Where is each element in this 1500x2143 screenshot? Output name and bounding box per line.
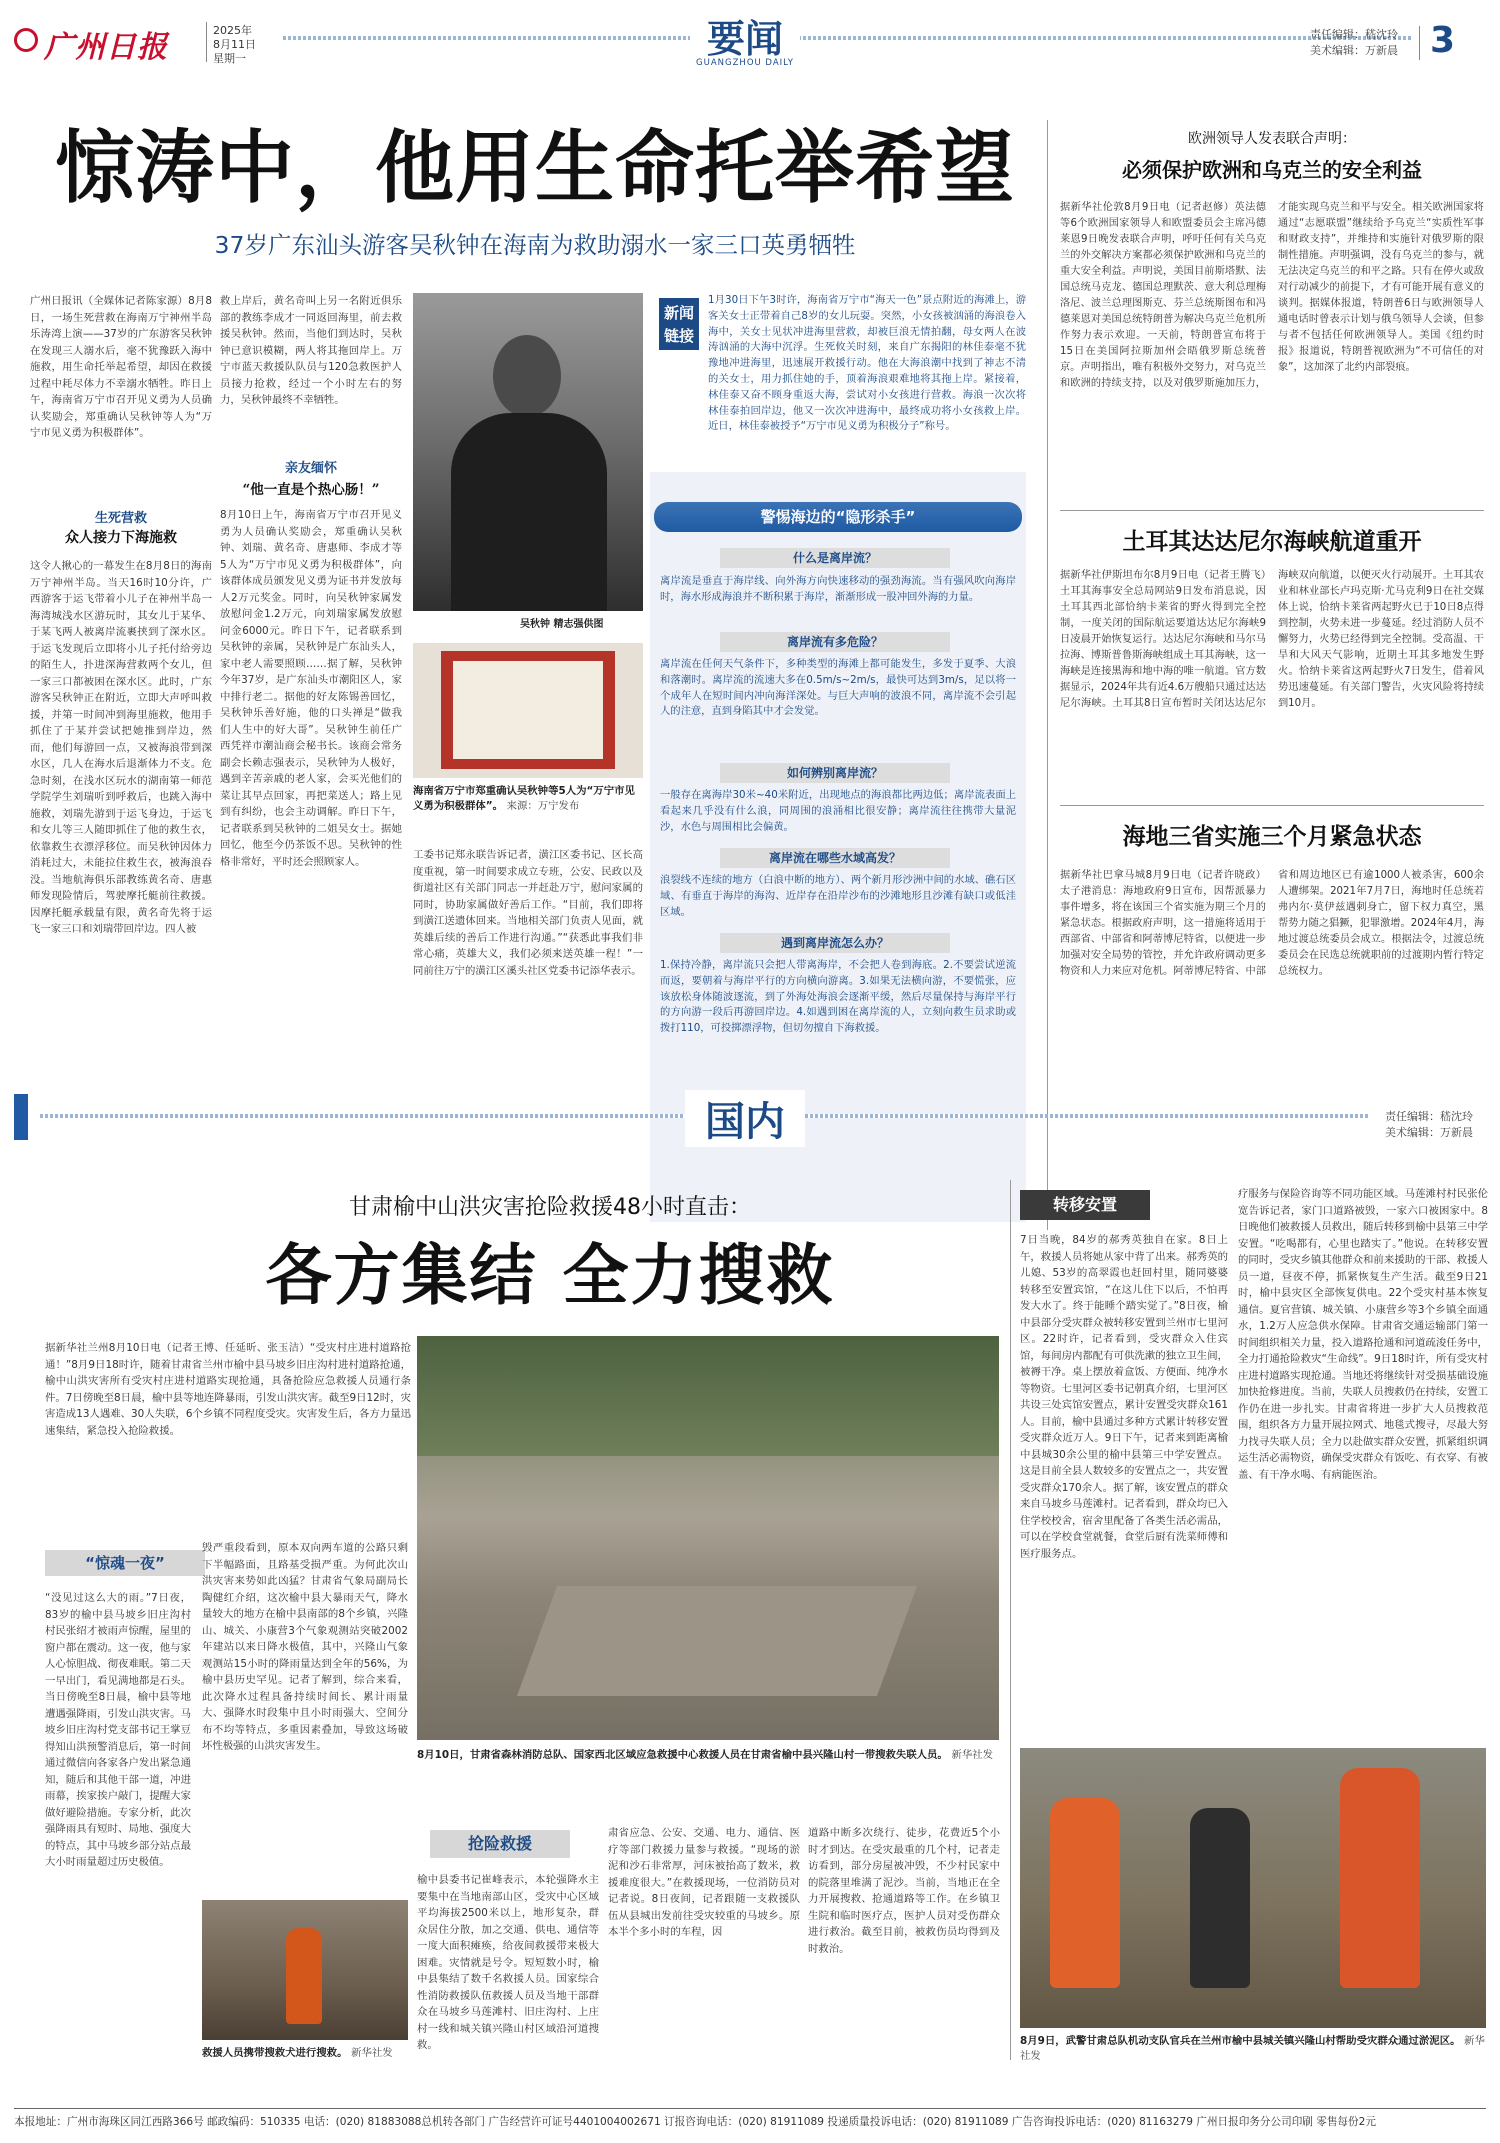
national-col5: 道路中断多次绕行、徒步，花费近5个小时才到达。在受灾最重的几个村，记者走访看到，部分房屋被冲毁，不少村民家中的院落里堆满了泥沙。当前，当地正在全力开展搜救、抢通道路等工作。在乡镇卫生院和临时医疗点，医护人员对受伤群众进行救治。截至目前，被救伤员均得到及时救治。 bbox=[808, 1827, 1000, 1955]
faq-a1: 离岸流是垂直于海岸线、向外海方向快速移动的强劲海流。当有强风吹向海岸时，海水形成海浪并不断积累于海岸，渐渐形成一股冲回外海的力量。 bbox=[660, 575, 1016, 603]
photo-main-caption bbox=[417, 1748, 999, 1763]
tag-panic-night-label: “惊魂一夜” bbox=[85, 1554, 165, 1572]
photo-portrait-body bbox=[451, 413, 607, 611]
photo-rescuer bbox=[286, 1928, 322, 2024]
lead-col3-body: 工委书记郑永联告诉记者，潢江区委书记、区长高度重视，第一时间要求成立专班，公安、民政以及街道社区有关部门同志一并赶赴万宁，慰问家属的同时，协助家属做好善后工作。“目前，我们即将到潢江送遗体回来。当地相关部门负责人见面，就英雄后续的善后工作进行沟通。”“获悉此事我们非常心痛，英雄大义，我们必须来送英雄一程！”一同前往万宁的潢江区溪头社区党委书记添华表示。 bbox=[413, 849, 643, 977]
section-title: 要闻 bbox=[690, 8, 800, 63]
lead-subhead2-a: 亲友缅怀 bbox=[284, 461, 337, 476]
photo-certificate-caption-text: 海南省万宁市郑重确认吴秋钟等5人为“万宁市见义勇为积极群体”。 bbox=[413, 785, 635, 812]
national-headline: 各方集结 全力搜救 bbox=[265, 1236, 835, 1314]
photo-certificate-caption bbox=[413, 784, 643, 814]
right-story1-body: 据新华社伦敦8月9日电（记者赵修）英法德等6个欧洲国家领导人和欧盟委员会主席冯德莱恩9日晚发表联合声明，呼吁任何有关乌克兰的外交解决方案都必须保护欧洲和乌克兰的重大安全利益。声明说，美国目前斯塔默、法国总统马克龙、德国总理默茨、意大利总理梅洛尼、波兰总理图斯克、芬兰总统斯图布和冯德莱恩对美国总统特朗普为解决乌克兰危机所作努力表示欢迎。一天前，特朗普宣布将于15日在美国阿拉斯加州会晤俄罗斯总统普京。声明指出，唯有积极外交努力，对乌克兰和欧洲的持续支持，以及对俄罗斯施加压力，才能实现乌克兰和平与安全。相关欧洲国家将通过“志愿联盟”继续给予乌克兰“实质性军事和财政支持”，并维持和实施针对俄罗斯的限制性措施。声明强调，没有乌克兰的参与，就无法决定乌克兰的和平之路。只有在停火或敌对行动减少的前提下，才有可能开展有意义的谈判。据媒体报道，特朗普6日与欧洲领导人通电话时曾表示计划与俄乌领导人会谈，但参与者不包括任何欧洲领导人。美国《纽约时报》报道说，特朗普视欧洲为“不可信任的对象”，这加深了北约内部裂痕。 bbox=[1060, 202, 1484, 389]
lead-col2-body: 8月10日上午，海南省万宁市召开见义勇为人员确认奖励会，郑重确认吴秋钟、刘瑞、黄名奇、唐惠师、李成才等5人为“万宁市见义勇为积极群体”，向该群体成员颁发见义勇为证书并发放每人2万元奖金。同时，向吴秋钟家属发放慰问金1.2万元，向刘瑞家属发放慰问金6000元。昨日下午，记者联系到吴秋钟的亲属，吴秋钟是广东汕头人，家中老人需要照顾……据了解，吴秋钟今年37岁，是广东汕头市潮阳区人，家中排行老二。据他的好友陈锡善回忆，吴秋钟乐善好施，他的口头禅是“做我们人生中的好大哥”。吴秋钟生前任广西凭祥市潮汕商会秘书长。该商会常务副会长赖志强表示，吴秋钟为人极好，遇到辛苦亲戚的老人家，会买光他们的菜让其早点回家，再把菜送人；路上见到有纠纷，也会主动调解。昨日下午，记者联系到吴秋钟的二姐吴女士。据她回忆，他至今仍茶饭不思。吴秋钟的性格非常好，平时还会照顾家人。 bbox=[220, 509, 402, 868]
photo-rescue-dog-caption bbox=[202, 2046, 408, 2061]
national-editor: 责任编辑：嵇沈玲 bbox=[1385, 1110, 1473, 1123]
right-story1-kicker: 欧洲领导人发表联合声明： bbox=[1188, 131, 1356, 147]
lead-subhead2-b: “他一直是个热心肠！” bbox=[242, 482, 380, 498]
lead-headline: 惊涛中，他用生命托举希望 bbox=[55, 121, 1015, 214]
certificate-paper bbox=[453, 661, 603, 759]
photo-armed-police-caption-text: 8月9日，武警甘肃总队机动支队官兵在兰州市榆中县城关镇兴隆山村帮助受灾群众通过淤泥区。 bbox=[1020, 2035, 1461, 2047]
national-left-block bbox=[14, 1094, 28, 1140]
photo-main-mountain bbox=[417, 1336, 999, 1456]
lead-subhead: 37岁广东汕头游客吴秋钟在海南为救助溺水一家三口英勇牺牲 bbox=[214, 231, 856, 259]
right-rule-2 bbox=[1060, 805, 1484, 806]
photo-armed-police-credit: 新华社发 bbox=[1020, 2035, 1485, 2062]
footer-info: 本报地址：广州市海珠区同江西路366号 邮政编码：510335 电话：(020) 81883088总机转各部门 广告经营许可证号4401004002671 订报咨询电话：(020) 81911089 投递质量投诉电话：(020) 81911089 广告咨询投诉电话：(020) 81163279 广州日报印务分公司印刷 零售每份2元 bbox=[14, 2116, 1376, 2128]
faq-q1: 什么是离岸流？ bbox=[720, 548, 950, 568]
national-col4: 肃省应急、公安、交通、电力、通信、医疗等部门救援力量参与救援。“现场的淤泥和沙石非常厚，河床被抬高了数米，救援难度很大。”在救援现场，一位消防员对记者说。8日夜间，记者跟随一支救援队伍从县城出发前往受灾较重的马坡乡。原本半个多小时的车程，因 bbox=[608, 1827, 800, 1938]
page-number: 3 bbox=[1430, 20, 1456, 61]
photo-main-river bbox=[517, 1586, 917, 1696]
masthead-date-year: 2025年 bbox=[213, 24, 252, 37]
national-section-title: 国内 bbox=[685, 1090, 805, 1147]
right-story2-headline: 土耳其达达尼尔海峡航道重开 bbox=[1122, 529, 1422, 555]
national-intro: 据新华社兰州8月10日电（记者王博、任延昕、张玉洁）“受灾村庄进村道路抢通！”8月9日18时许，随着甘肃省兰州市榆中县马坡乡旧庄沟村进村道路抢通，榆中山洪灾害所有受灾村庄进村道路实现抢通，具备抢险应急救援人员通行条件。7日傍晚至8日晨，榆中县等地连降暴雨，引发山洪灾害。截至9日12时，灾害造成13人遇难、30人失联，6个乡镇不同程度受灾。灾害发生后，各方力量迅速集结，紧急投入抢险救援。 bbox=[45, 1342, 411, 1437]
masthead-weekday: 星期一 bbox=[213, 52, 246, 65]
photo-rescue-dog-credit: 新华社发 bbox=[351, 2047, 393, 2059]
right-story3-body: 据新华社巴拿马城8月9日电（记者许晓政）太子港消息：海地政府9日宣布，因帮派暴力事件增多，将在该国三个省实施为期三个月的紧急状态。根据政府声明，这一措施将适用于西部省、中部省和阿蒂博尼特省，以便进一步加强对安全局势的管控，并允许政府调动更多物资和人力来应对危机。阿蒂博尼特省、中部省和周边地区已有逾1000人被杀害，600余人遭绑架。2021年7月7日，海地时任总统若弗内尔·莫伊兹遇刺身亡，留下权力真空，黑帮势力随之猖獗，犯罪激增。2024年4月，海地过渡总统委员会成立。根据法令，过渡总统委员会在民选总统就职前的过渡期内暂行特定总统权力。 bbox=[1060, 870, 1484, 977]
news-link-text: 1月30日下午3时许，海南省万宁市“海天一色”景点附近的海滩上，游客关女士正带着自己8岁的女儿玩耍。突然，小女孩被汹涌的海浪卷入海中，关女士见状冲进海里营救，却被巨浪无情拍翻，母女两人在波涛汹涌的大海中沉浮。生死攸关时刻，来自广东揭阳的林佳泰毫不犹豫地冲进海里，迅速展开救援行动。他在大海浪潮中找到了神志不清的关女士，用力抓住她的手，顶着海浪艰难地将其拖上岸。紧接着，林佳泰又奋不顾身重返大海，尝试对小女孩进行营救。海浪一次次将林佳泰拍回岸边，他又一次次冲进海中，最终成功将小女孩救上岸。近日，林佳泰被授予“万宁市见义勇为积极分子”称号。 bbox=[708, 294, 1026, 433]
masthead-logo: 广州日报 bbox=[44, 30, 168, 65]
national-column-divider bbox=[1010, 1180, 1011, 2060]
masthead-stripe bbox=[283, 36, 1413, 40]
news-link-tag: 新闻链接 bbox=[659, 298, 699, 350]
photo-armed-police-caption bbox=[1020, 2034, 1486, 2064]
lead-col1-intro: 广州日报讯（全媒体记者陈家源）8月8日，一场生死营救在海南万宁神州半岛乐涛湾上演——37岁的广东游客吴秋钟在发现三人溺水后，毫不犹豫跃入海中施救，用生命托举起希望，却因在救援过程中耗尽体力不幸溺水牺牲。昨日上午，海南省万宁市召开见义勇为人员确认奖励会，郑重确认吴秋钟等人为“万宁市见义勇为积极群体”。 bbox=[30, 295, 212, 439]
faq-q2: 离岸流有多危险？ bbox=[720, 632, 950, 652]
lead-col2-top: 救上岸后，黄名奇叫上另一名附近俱乐部的教练李成才一同返回海里，前去救援吴秋钟。然而，当他们到达时，吴秋钟已意识模糊，两人将其拖回岸上。万宁市蓝天救援队队员与120急救医护人员接力抢救，经过一个小时左右的努力，吴秋钟最终不幸牺牲。 bbox=[220, 295, 402, 406]
photo-portrait-head bbox=[493, 335, 561, 417]
photo-certificate bbox=[413, 643, 643, 778]
faq-a5: 1.保持冷静，离岸流只会把人带离海岸，不会把人卷到海底。2.不要尝试逆流而返，要朝着与海岸平行的方向横向游离。3.如果无法横向游，不要慌张，应该放松身体随波逐流，到了外海处海浪会逐渐平缓，然后尽量保持与海岸平行的方向游一段后再游回岸边。4.如遇到困在离岸流的人，立刻向救生员求助或拨打110，可投掷漂浮物，但切勿擅自下海救援。 bbox=[660, 959, 1016, 1035]
national-col1: “没见过这么大的雨。”7日夜，83岁的榆中县马坡乡旧庄沟村村民张绍才被雨声惊醒，屋里的窗户都在震动。这一夜，他与家人心惊胆战、彻夜难眠。第二天一早出门，看见满地都是石头。当日傍晚至8日晨，榆中县等地遭遇强降雨，引发山洪灾害。马坡乡旧庄沟村党支部书记王掌豆得知山洪预警消息后，第一时间通过微信向各家各户发出紧急通知，随后和其他干部一道，冲进雨幕，挨家挨户敲门，提醒大家做好避险措施。专家分析，此次强降雨具有短时、局地、强度大的特点，其中马坡乡部分站点最大小时雨量超过历史极值。 bbox=[45, 1592, 191, 1868]
masthead-divider bbox=[206, 22, 207, 62]
photo-civilian bbox=[1190, 1808, 1250, 1988]
national-col3: 榆中县委书记崔峰表示，本轮强降水主要集中在当地南部山区，受灾中心区域平均海拔2500米以上，地形复杂，群众居住分散，加之交通、供电、通信等一度大面积瘫痪，给夜间救援带来极大困难。灾情就是号令。短短数小时，榆中县集结了数千名救援人员。国家综合性消防救援队伍救援人员及当地干部群众在马坡乡马莲滩村、旧庄沟村、上庄村一线和城关镇兴隆山村区域沿河道搜救。 bbox=[417, 1874, 599, 2051]
lead-subhead1-b: 众人接力下海施救 bbox=[65, 530, 177, 546]
photo-portrait bbox=[413, 293, 643, 611]
masthead-editor: 责任编辑：嵇沈玲 bbox=[1310, 28, 1398, 41]
national-kicker: 甘肃榆中山洪灾害抢险救援48小时直击： bbox=[349, 1195, 751, 1220]
tag-rescue-label: 抢险救援 bbox=[467, 1834, 532, 1853]
lead-col1-body: 这令人揪心的一幕发生在8月8日的海南万宁神州半岛。当天16时10分许，广西游客于运飞带着小儿子在神州半岛一海湾城浅水区游玩时，其女儿于某华、于某飞两人被离岸流裹挟到了深水区。于运飞发现后立即将小儿子托付给旁边的陌生人，扑进深海营救两个女儿，但一家三口都被困在深水区。此时，广东游客吴秋钟正在附近，立即大声呼叫救援，并第一时间冲到海里施救，他用手抓住了于某并尝试把她推到岸边，然而，他们每游回一点，又被海浪带到深水区，几人在海水后退渐体力不支。危急时刻，在浅水区玩水的湖南第一师范学院学生刘瑞听到呼救后，也跳入海中施救，刘瑞先游到于运飞身边，于运飞和女儿等三人随即抓住了他的救生衣，依靠救生衣漂浮移位。而吴秋钟因体力消耗过大，未能拉住救生衣，被海浪吞没。当地航海俱乐部教练黄名奇、唐惠师发现险情后，驾驶摩托艇前往救援。因摩托艇承载量有限，黄名奇先将于运飞一家三口和刘瑞带回岸边。四人被 bbox=[30, 560, 212, 935]
photo-armed-police bbox=[1020, 1748, 1486, 2028]
masthead bbox=[0, 0, 1500, 70]
faq-q5: 遇到离岸流怎么办？ bbox=[720, 933, 950, 953]
photo-soldier-right bbox=[1340, 1768, 1420, 1988]
section-title-en: GUANGZHOU DAILY bbox=[696, 58, 794, 68]
tag-relocation bbox=[1020, 1190, 1150, 1220]
photo-portrait-caption: 吴秋钟 精志强供图 bbox=[520, 619, 604, 630]
page-number-separator bbox=[1419, 26, 1420, 60]
national-col6: 7日当晚，84岁的郝秀英独自在家。8日上午，救援人员将她从家中背了出来。郝秀英的儿媳、53岁的高翠霞也赶回村里，随同婆婆转移至安置宾馆，“在这儿住下以后，不怕再发大水了。终于能睡个踏实觉了。”8日夜，榆中县部分受灾群众被转移安置到兰州市七里河区。22时许，记者看到，受灾群众入住宾馆，每间房内都配有可供洗漱的独立卫生间，被褥干净。桌上摆放着盒饭、方便面、纯净水等物资。七里河区委书记朝真介绍，七里河区共设三处宾馆安置点，累计安置受灾群众161人。目前，榆中县通过多种方式累计转移安置受灾群众近万人。9日下午，记者来到距离榆中县城30余公里的榆中县第三中学安置点。这是目前全县人数较多的安置点之一，共安置受灾群众170余人。据了解，该安置点的群众来自马坡乡马莲滩村。记者看到，群众均已入住学校校舍，宿舍里配备了各类生活必需品，可以在学校食堂就餐，食堂后厨有洗菜师傅和医疗服务点。 bbox=[1020, 1234, 1228, 1560]
photo-main-credit: 新华社发 bbox=[951, 1749, 994, 1761]
right-story1-headline: 必须保护欧洲和乌克兰的安全利益 bbox=[1122, 158, 1422, 182]
warning-title: 警惕海边的“隐形杀手” bbox=[760, 508, 916, 526]
tag-panic-night bbox=[45, 1550, 205, 1576]
photo-main-caption-text: 8月10日，甘肃省森林消防总队、国家西北区域应急救援中心救援人员在甘肃省榆中县兴隆山村一带搜救失联人员。 bbox=[417, 1749, 948, 1761]
photo-rescue-dog bbox=[202, 1900, 408, 2040]
tag-rescue bbox=[430, 1830, 570, 1858]
faq-q3: 如何辨别离岸流？ bbox=[720, 763, 950, 783]
faq-a4: 浪裂线不连续的地方（白浪中断的地方）、两个新月形沙洲中间的水域、礁石区域、有垂直于海岸的海沟、近岸存在沿岸沙布的沙滩地形且沙滩有缺口或低洼区域。 bbox=[660, 874, 1016, 918]
right-rule-1 bbox=[1060, 510, 1484, 511]
right-story2-body: 据新华社伊斯坦布尔8月9日电（记者王腾飞）土耳其海事安全总局网站9日发布消息说，因土耳其西北部恰纳卡莱省的野火得到完全控制，一度关闭的国际航运要道达达尼尔海峡9日凌晨开始恢复运行。达达尼尔海峡和马尔马拉海、博斯普鲁斯海峡组成土耳其海峡，这一海峡是连接黑海和地中海的唯一航道。官方数据显示，2024年共有近4.6万艘船只通过达达尼尔海峡。土耳其8日宣布暂时关闭达达尼尔海峡双向航道，以便灭火行动展开。土耳其农业和林业部长卢玛克斯·尤马克利9日在社交媒体上说，恰纳卡莱省两起野火已于10日8点得到控制，火势未进一步蔓延。经过消防人员不懈努力，火势已经得到完全控制。受高温、干旱和大风天气影响，近期土耳其多地发生野火。恰纳卡莱省这两起野火7日发生，借着风势迅速蔓延。有关部门警告，火灾风险将持续到10月。 bbox=[1060, 570, 1484, 709]
lead-subhead1-a: 生死营救 bbox=[94, 511, 147, 526]
faq-a2: 离岸流在任何天气条件下，多种类型的海滩上都可能发生，多发于夏季、大浪和落潮时。离岸流的流速大多在0.5m/s~2m/s，最快可达到3m/s，足以将一个成年人在短时间内冲向海洋深处。与巨大声响的波浪不同，离岸流不会引起人的注意，直到身陷其中才会发觉。 bbox=[660, 658, 1016, 718]
photo-certificate-credit: 来源：万宁发布 bbox=[506, 800, 580, 812]
national-col7: 疗服务与保险咨询等不同功能区域。马莲滩村村民张伦宽告诉记者，家门口道路被毁，一家六口被困家中。8日晚他们被救援人员救出，随后转移到榆中县第三中学安置。“吃喝都有，心里也踏实了。”他说。在转移安置的同时，受灾乡镇其他群众和前来援助的干部、救援人员一道，昼夜不停，抓紧恢复生产生活。截至9日21时，榆中县灾区全部恢复供电。22个受灾村基本恢复通信。夏官营镇、城关镇、小康营乡等3个乡镇全面通水，1.2万人应急供水保障。甘肃省交通运输部门第一时间组织相关力量，投入道路抢通和河道疏浚任务中，全力打通抢险救灾“生命线”。9日18时许，所有受灾村庄进村道路实现抢通。当地还将继续针对受损基础设施加快抢修进度。当前，失联人员搜救仍在持续，安置工作仍在进一步扎实。甘肃省将进一步扩大人员搜救范围，组织各方力量开展拉网式、地毯式搜寻，尽最大努力找寻失联人员；全力以赴做实群众安置，抓紧组织调运生活必需物资，确保受灾群众有饭吃、有衣穿、有被盖、有干净水喝、有病能医治。 bbox=[1238, 1188, 1488, 1481]
tag-relocation-label: 转移安置 bbox=[1052, 1195, 1117, 1214]
photo-rescue-dog-caption-text: 救援人员携带搜救犬进行搜救。 bbox=[202, 2047, 348, 2059]
faq-a3: 一般存在离海岸30米~40米附近，出现地点的海浪都比两边低；离岸流表面上看起来几乎没有什么浪，同周围的浪涌相比很安静；离岸流往往携带大量泥沙，水色与周围相比会偏黄。 bbox=[660, 789, 1016, 833]
right-story3-headline: 海地三省实施三个月紧急状态 bbox=[1122, 824, 1422, 850]
masthead-art-editor: 美术编辑：万新晨 bbox=[1310, 44, 1398, 57]
photo-main-flood bbox=[417, 1336, 999, 1740]
masthead-date-day: 8月11日 bbox=[213, 38, 256, 51]
photo-soldier-left bbox=[1050, 1798, 1120, 1988]
footer-rule bbox=[14, 2108, 1486, 2109]
faq-q4: 离岸流在哪些水域高发？ bbox=[720, 848, 950, 868]
national-col2: 毁严重段看到，原本双向两车道的公路只剩下半幅路面，且路基受损严重。为何此次山洪灾害来势如此凶猛？甘肃省气象局副局长陶健红介绍，这次榆中县大暴雨天气，降水量较大的地方在榆中县南部的8个乡镇，兴隆山、城关、小康营3个气象观测站突破2002年建站以来日降水极值，其中，兴隆山气象观测站15小时的降雨量达到全年的56%，为榆中县历史罕见。记者了解到，综合来看，此次降水过程具备持续时间长、累计雨量大、强降水时段集中且小时雨强大、空间分布不均等特点，多重因素叠加，导致这场破坏性极强的山洪灾害发生。 bbox=[202, 1542, 408, 1752]
column-divider-right bbox=[1047, 120, 1048, 1230]
certificate-frame bbox=[441, 651, 615, 769]
logo-emblem-icon bbox=[14, 28, 38, 52]
national-art-editor: 美术编辑：万新晨 bbox=[1385, 1126, 1473, 1139]
